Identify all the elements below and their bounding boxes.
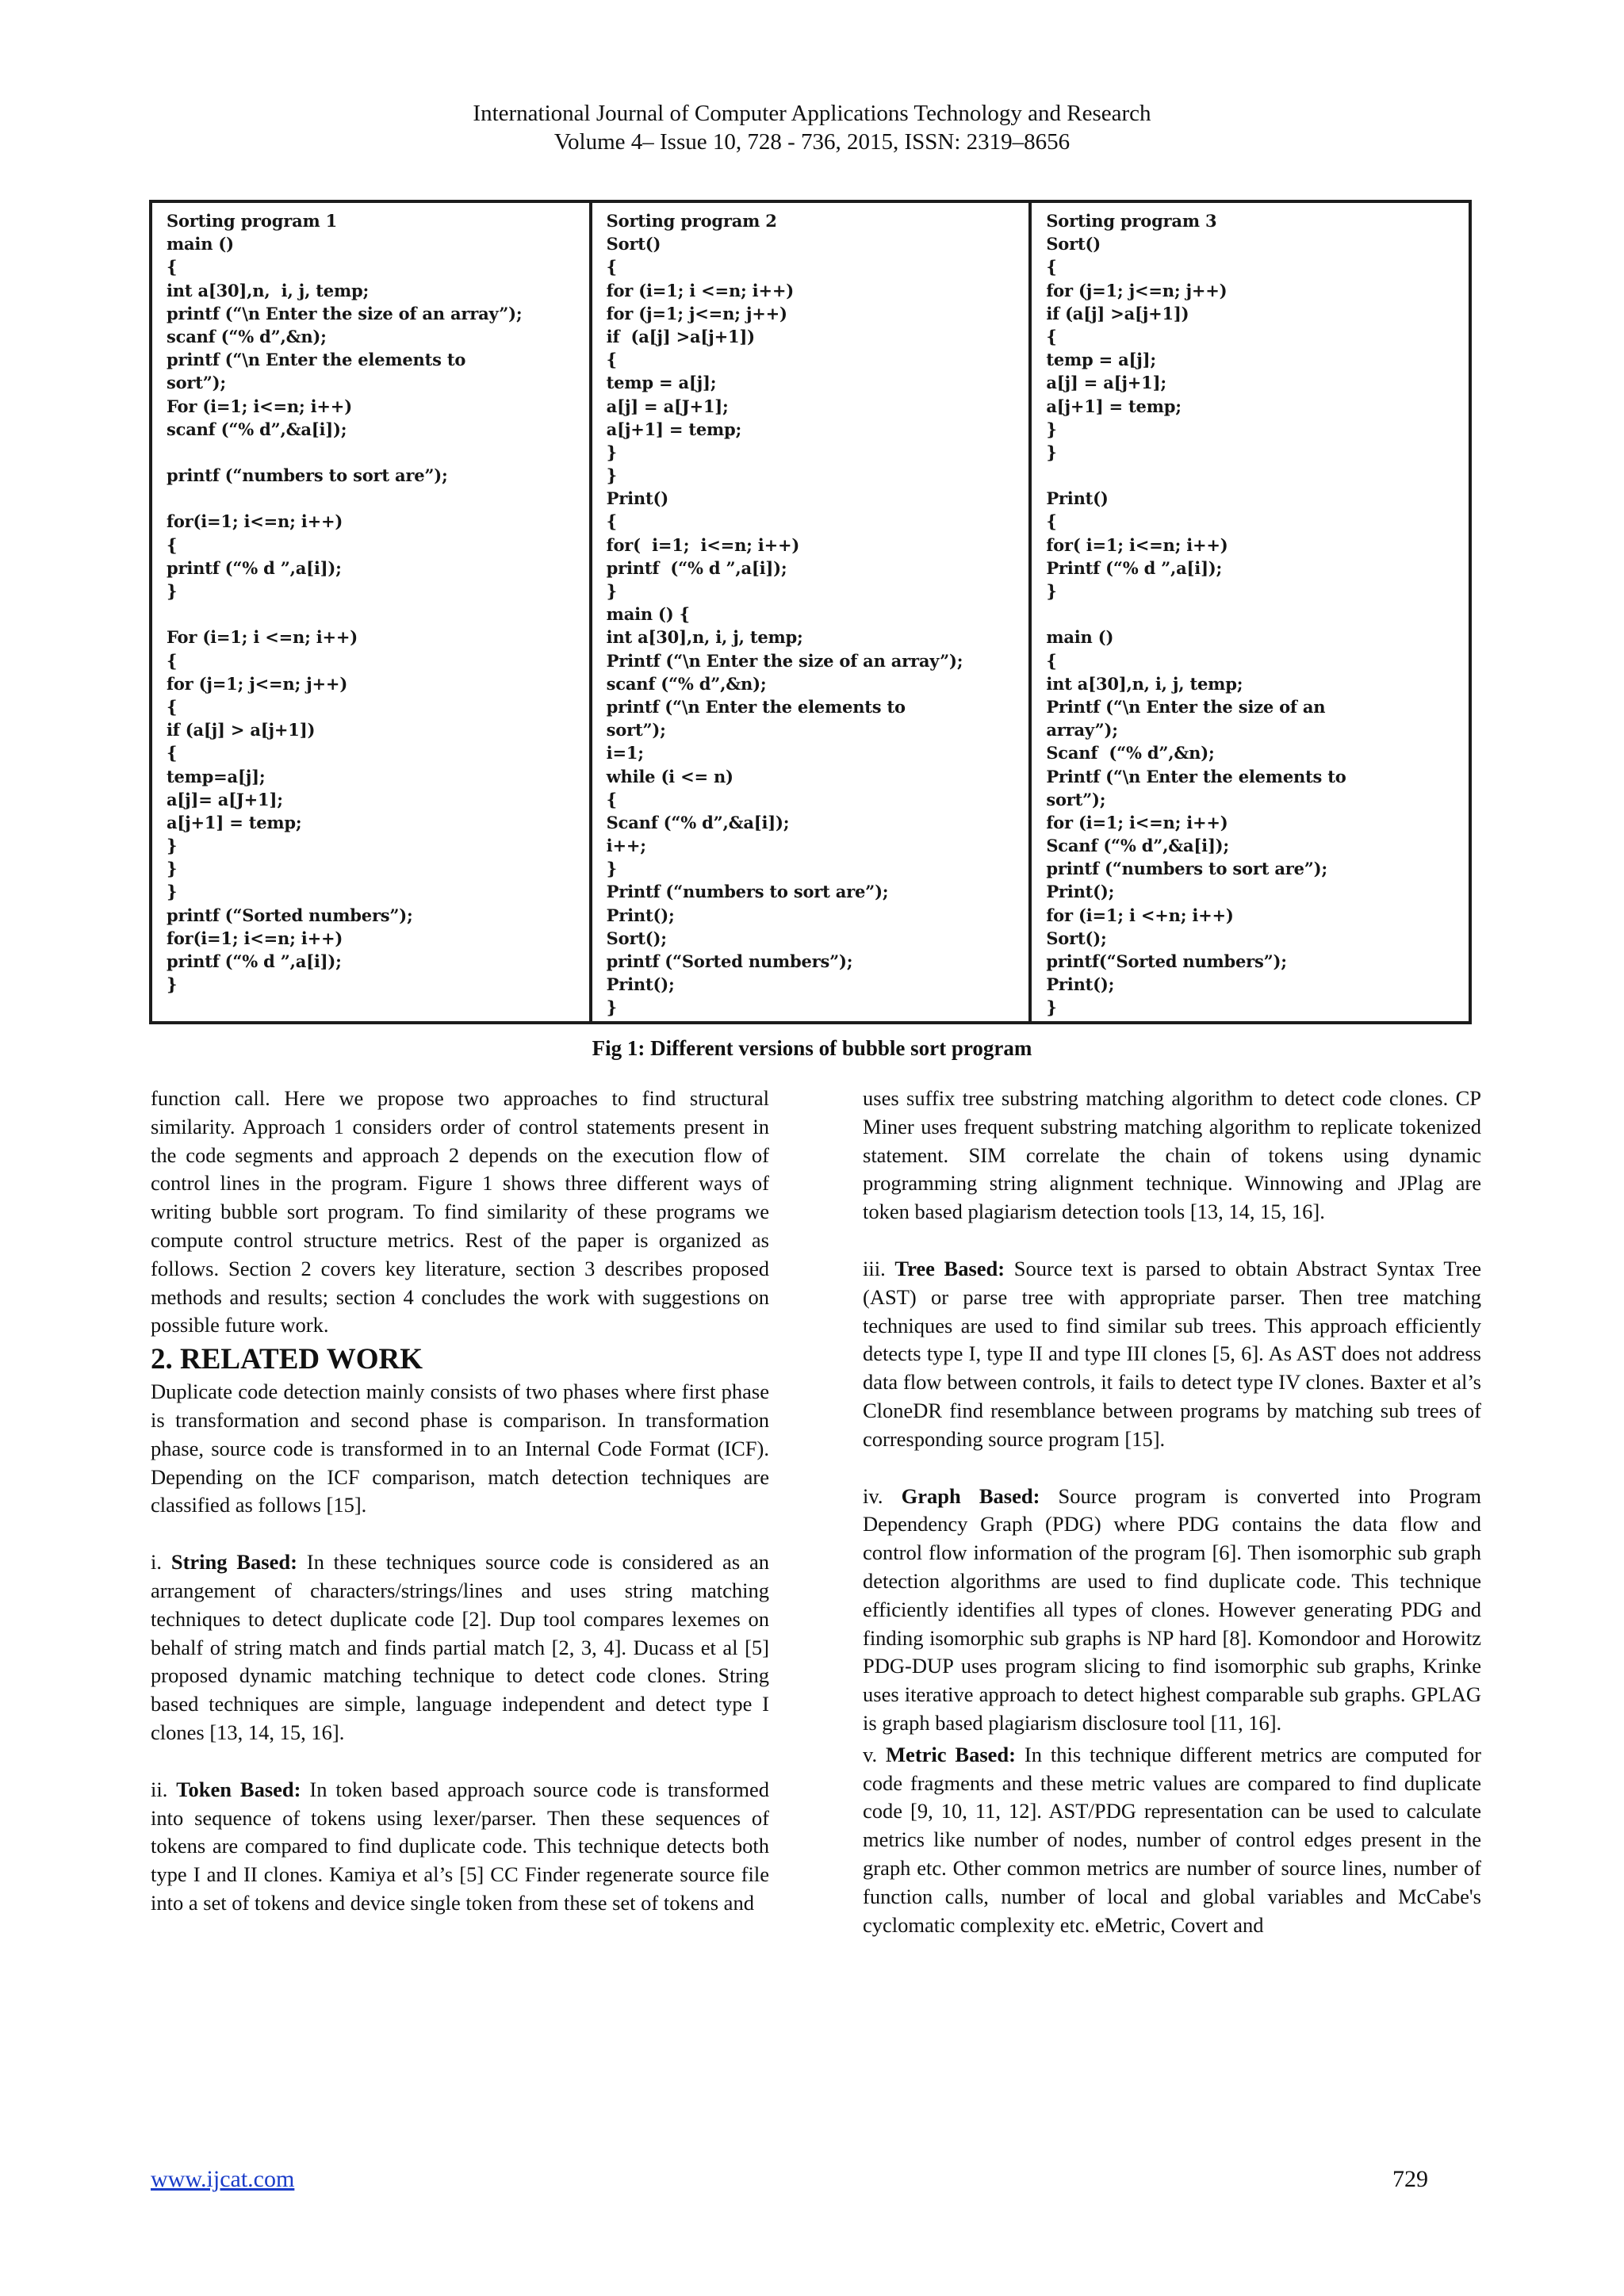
code-line: Print() bbox=[606, 488, 668, 509]
code-line: printf (“\n Enter the elements to bbox=[167, 350, 466, 370]
code-line: } bbox=[606, 997, 617, 1018]
figure-caption: Fig 1: Different versions of bubble sort program bbox=[592, 1036, 1032, 1060]
code-figure bbox=[149, 200, 1472, 1024]
code-line: Sort(); bbox=[1046, 928, 1107, 948]
code-line: Print() bbox=[1046, 488, 1109, 509]
code-line: { bbox=[606, 350, 617, 370]
code-line: { bbox=[167, 650, 178, 671]
code-line: { bbox=[1046, 326, 1057, 346]
code-line: i++; bbox=[606, 836, 646, 856]
code-line: if (a[j] >a[j+1]) bbox=[1046, 303, 1189, 323]
code-line: printf (“\n Enter the size of an array”); bbox=[167, 303, 523, 323]
code-line: { bbox=[167, 696, 178, 717]
code-line: { bbox=[1046, 650, 1057, 671]
code-line: printf (“% d ”,a[i]); bbox=[167, 951, 342, 971]
code-line: Printf (“% d ”,a[i]); bbox=[1046, 557, 1223, 578]
code-line: a[j+1] = temp; bbox=[1046, 396, 1182, 416]
code-line: temp=a[j]; bbox=[167, 766, 266, 786]
code-line: printf(“Sorted numbers”); bbox=[1046, 951, 1287, 971]
token-based-text: In token based approach source code is transformed into sequence of tokens using lexer/parser. Then these sequences of tokens are compared to find duplicate code. This technique detects both type I and II clones. Kamiya et al’s [5] CC Finder regenerate source file into a set of tokens and device single token from these set of tokens and bbox=[151, 1777, 769, 1915]
code-line: main () { bbox=[606, 604, 690, 625]
tree-based-text: Source text is parsed to obtain Abstract Syntax Tree (AST) or parse tree with appropriate parser. Then tree matching techniques are used to find similar sub trees. This approach efficiently detects type I, type II and type III clones [5, 6]. As AST does not address data flow between controls, it fails to detect type IV clones. Baxter et al’s CloneDR find resemblance between programs by matching sub trees of corresponding source program [15]. bbox=[863, 1256, 1481, 1451]
code-line: } bbox=[1046, 419, 1057, 439]
metric-based-text: In this technique different metrics are computed for code fragments and these metric values are compared to find duplicate code [9, 10, 11, 12]. AST/PDG representation can be used to calculate metrics like number of nodes, number of control edges present in the graph etc. Other common metrics are number of source lines, number of function calls, number of local and global variables and McCabe's cyclomatic complexity etc. eMetric, Covert and bbox=[863, 1742, 1481, 1937]
code-line: } bbox=[167, 581, 178, 601]
metric-based-paragraph bbox=[863, 1741, 1481, 1940]
code-line: while (i <= n) bbox=[606, 766, 733, 786]
code-line: array”); bbox=[1046, 720, 1118, 740]
code-line: Print(); bbox=[606, 905, 675, 925]
intro-paragraph: function call. Here we propose two approaches to find structural similarity. Approach 1 considers order of control statements present in the code segments and approach 2 depends on the execution flow of control lines in the program. Figure 1 shows three different ways of writing bubble sort program. To find similarity of these programs we compute control structure metrics. Rest of the paper is organized as follows. Section 2 covers key literature, section 3 describes proposed methods and results; section 4 concludes the work with suggestions on possible future work. bbox=[151, 1086, 769, 1337]
code-line: for( i=1; i<=n; i++) bbox=[1046, 534, 1228, 555]
token-based-title: Token Based: bbox=[176, 1777, 301, 1801]
code-line: Print(); bbox=[1046, 974, 1115, 995]
code-line bbox=[167, 487, 578, 510]
code-line: } bbox=[167, 882, 178, 902]
code-line: Scanf (“% d”,&a[i]); bbox=[606, 812, 790, 832]
code-line: } bbox=[167, 836, 178, 856]
string-based-prefix: i. bbox=[151, 1550, 171, 1575]
sorting-program-2-column bbox=[592, 203, 1032, 1021]
journal-title: International Journal of Computer Applications Technology and Research bbox=[473, 101, 1151, 126]
code-line: Print(); bbox=[1046, 882, 1115, 902]
code-line: printf (“% d ”,a[i]); bbox=[606, 557, 787, 578]
code-line: a[j+1] = temp; bbox=[167, 812, 302, 832]
code-line: } bbox=[606, 442, 617, 462]
right-text-column bbox=[863, 1085, 1481, 1939]
code-line: scanf (“% d”,&n); bbox=[167, 326, 327, 346]
code-line: int a[30],n, i, j, temp; bbox=[606, 627, 803, 648]
code-line: } bbox=[1046, 997, 1057, 1018]
code-line: sort”); bbox=[167, 373, 226, 393]
code-line: For (i=1; i <=n; i++) bbox=[167, 627, 358, 648]
code-line: temp = a[j]; bbox=[1046, 350, 1156, 370]
code-line: for (i=1; i<=n; i++) bbox=[1046, 812, 1228, 832]
metric-based-title: Metric Based: bbox=[886, 1742, 1016, 1766]
code-line: main () bbox=[1046, 627, 1114, 648]
code-line: } bbox=[1046, 442, 1057, 462]
code-line: for (j=1; j<=n; j++) bbox=[1046, 280, 1228, 300]
code-line: } bbox=[167, 974, 178, 995]
string-based-paragraph bbox=[151, 1548, 769, 1747]
code-line: Sorting program 3 bbox=[1046, 211, 1217, 231]
code-line: { bbox=[167, 534, 178, 555]
code-line: printf (“numbers to sort are”); bbox=[167, 465, 448, 486]
code-line: Printf (“\n Enter the size of an bbox=[1046, 696, 1326, 717]
code-line: } bbox=[606, 859, 617, 879]
code-line: Scanf (“% d”,&a[i]); bbox=[1046, 836, 1229, 856]
code-line: Printf (“\n Enter the size of an array”); bbox=[606, 650, 963, 671]
code-line: scanf (“% d”,&n); bbox=[606, 673, 767, 694]
journal-website-link[interactable]: www.ijcat.com bbox=[151, 2166, 295, 2192]
code-line: Sorting program 2 bbox=[606, 211, 777, 231]
string-based-title: String Based: bbox=[170, 1550, 297, 1575]
code-line: a[j] = a[J+1]; bbox=[606, 396, 729, 416]
code-line: int a[30],n, i, j, temp; bbox=[1046, 673, 1243, 694]
code-line bbox=[1046, 464, 1457, 487]
metric-based-prefix: v. bbox=[863, 1742, 887, 1766]
code-line: { bbox=[167, 743, 178, 763]
code-line: } bbox=[1046, 581, 1057, 601]
left-text-column bbox=[151, 1085, 769, 1918]
code-line: a[j+1] = temp; bbox=[606, 419, 742, 439]
graph-based-text: Source program is converted into Program Dependency Graph (PDG) where PDG contains the data flow and control flow information of the program [6]. Then isomorphic sub graph detection algorithms are used to find duplicate code. This technique efficiently identifies all types of clones. However generating PDG and finding isomorphic sub graphs is NP hard [8]. Komondoor and Horowitz PDG-DUP uses program slicing to find isomorphic sub graphs, Krinke uses iterative approach to detect highest comparable sub graphs. GPLAG is graph based plagiarism disclosure tool [11, 16]. bbox=[863, 1483, 1481, 1735]
code-line: Printf (“\n Enter the elements to bbox=[1046, 766, 1346, 786]
journal-volume-info: Volume 4– Issue 10, 728 - 736, 2015, ISSN: 2319–8656 bbox=[553, 129, 1071, 155]
tree-based-paragraph bbox=[863, 1255, 1481, 1454]
code-line: if (a[j] >a[j+1]) bbox=[606, 326, 755, 346]
sorting-program-1-column bbox=[152, 203, 592, 1021]
code-line: for (j=1; j<=n; j++) bbox=[606, 303, 787, 323]
section-heading-related-work: 2. RELATED WORK bbox=[151, 1343, 423, 1376]
graph-based-prefix: iv. bbox=[863, 1483, 902, 1508]
code-line: { bbox=[167, 257, 178, 277]
code-line: for(i=1; i<=n; i++) bbox=[167, 928, 343, 948]
code-line: For (i=1; i<=n; i++) bbox=[167, 396, 352, 416]
code-line: for (i=1; i <=n; i++) bbox=[606, 280, 794, 300]
code-line: sort”); bbox=[606, 720, 666, 740]
token-based-paragraph bbox=[151, 1776, 769, 1918]
code-line: for(i=1; i<=n; i++) bbox=[167, 511, 343, 532]
code-line: Sort(); bbox=[606, 928, 667, 948]
code-line: temp = a[j]; bbox=[606, 373, 717, 393]
code-line bbox=[167, 441, 578, 464]
code-line: { bbox=[606, 511, 617, 532]
code-line: } bbox=[167, 859, 178, 879]
code-line: printf (“numbers to sort are”); bbox=[1046, 859, 1327, 879]
graph-based-title: Graph Based: bbox=[901, 1483, 1040, 1508]
code-line: sort”); bbox=[1046, 789, 1106, 809]
token-based-continued: uses suffix tree substring matching algorithm to detect code clones. CP Miner uses frequent substring matching algorithm to replicate tokenized statement. SIM correlate the chain of tokens using dynamic programming string alignment technique. Winnowing and JPlag are token based plagiarism detection tools [13, 14, 15, 16]. bbox=[863, 1086, 1481, 1224]
code-line: Sort() bbox=[606, 234, 661, 254]
code-line: { bbox=[1046, 511, 1057, 532]
code-line: scanf (“% d”,&a[i]); bbox=[167, 419, 347, 439]
tree-based-title: Tree Based: bbox=[894, 1256, 1005, 1280]
code-line: main () bbox=[167, 234, 234, 254]
sorting-program-3-column bbox=[1032, 203, 1469, 1021]
code-line: int a[30],n, i, j, temp; bbox=[167, 280, 370, 300]
code-line: printf (“Sorted numbers”); bbox=[167, 905, 413, 925]
code-line: } bbox=[606, 581, 617, 601]
code-line: { bbox=[1046, 257, 1057, 277]
code-line: { bbox=[606, 789, 617, 809]
tree-based-prefix: iii. bbox=[863, 1256, 895, 1280]
code-line: for (j=1; j<=n; j++) bbox=[167, 673, 348, 694]
code-line: i=1; bbox=[606, 743, 644, 763]
code-line: for (i=1; i <+n; i++) bbox=[1046, 905, 1234, 925]
related-work-intro: Duplicate code detection mainly consists of two phases where first phase is transformation and second phase is comparison. In transformation phase, source code is transformed in to an Internal Code Format (ICF). Depending on the ICF comparison, match detection techniques are classified as follows [15]. bbox=[151, 1380, 769, 1517]
code-line: printf (“Sorted numbers”); bbox=[606, 951, 853, 971]
code-line: printf (“% d ”,a[i]); bbox=[167, 557, 342, 578]
code-line: { bbox=[606, 257, 617, 277]
code-line bbox=[1046, 603, 1457, 626]
code-line: Print(); bbox=[606, 974, 675, 995]
string-based-text: In these techniques source code is considered as an arrangement of characters/strings/lines and uses string matching techniques to detect duplicate code [2]. Dup tool compares lexemes on behalf of string match and finds partial match [2, 3, 4]. Ducass et al [5] proposed dynamic matching technique to detect code clones. String based techniques are simple, language independent and detect type I clones [13, 14, 15, 16]. bbox=[151, 1550, 769, 1744]
code-line: a[j]= a[J+1]; bbox=[167, 789, 283, 809]
page-number: 729 bbox=[1392, 2166, 1428, 2192]
code-line: Sorting program 1 bbox=[167, 211, 338, 231]
code-line: } bbox=[606, 465, 617, 486]
code-line: for( i=1; i<=n; i++) bbox=[606, 534, 800, 555]
code-line bbox=[167, 603, 578, 626]
code-line: Printf (“numbers to sort are”); bbox=[606, 882, 889, 902]
code-line: if (a[j] > a[j+1]) bbox=[167, 720, 316, 740]
code-line: printf (“\n Enter the elements to bbox=[606, 696, 906, 717]
token-based-prefix: ii. bbox=[151, 1777, 177, 1801]
code-line: a[j] = a[j+1]; bbox=[1046, 373, 1166, 393]
graph-based-paragraph bbox=[863, 1483, 1481, 1738]
code-line: Scanf (“% d”,&n); bbox=[1046, 743, 1215, 763]
code-line: Sort() bbox=[1046, 234, 1101, 254]
